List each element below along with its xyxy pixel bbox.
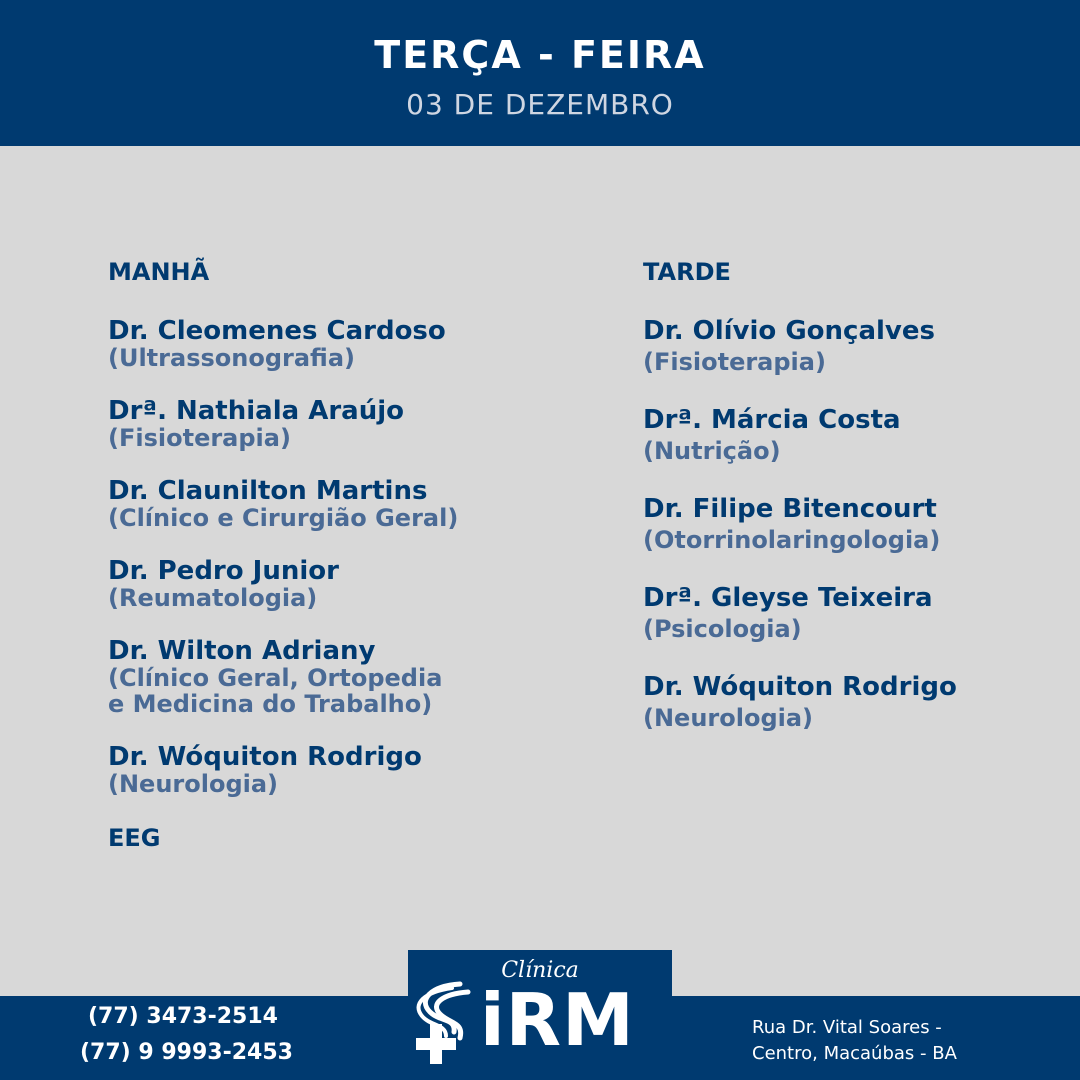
date-subtitle: 03 DE DEZEMBRO [406, 88, 674, 121]
doctor-specialty: (Psicologia) [643, 615, 802, 643]
doctor-name: Drª. Gleyse Teixeira [643, 583, 933, 613]
doctor-entry [108, 638, 578, 717]
doctor-name: Dr. Pedro Junior [108, 556, 339, 586]
doctor-entry [643, 496, 1063, 553]
doctor-name: Dr. Wóquiton Rodrigo [108, 742, 422, 772]
doctor-name: Dr. Claunilton Martins [108, 476, 428, 506]
doctor-name: Dr. Filipe Bitencourt [643, 494, 937, 524]
doctor-entry [643, 674, 1063, 731]
doctor-specialty: (Ultrassonografia) [108, 344, 355, 372]
address-line: Centro, Macaúbas - BA [752, 1043, 957, 1064]
doctor-name: Drª. Márcia Costa [643, 405, 901, 435]
doctor-specialty: (Clínico Geral, Ortopedia e Medicina do Trabalho) [108, 664, 443, 718]
doctor-entry [108, 318, 578, 371]
doctor-name: Dr. Wilton Adriany [108, 636, 376, 666]
doctor-entry [643, 318, 1063, 375]
afternoon-column [643, 258, 1063, 763]
doctor-name: Dr. Cleomenes Cardoso [108, 316, 446, 346]
page-title: TERÇA - FEIRA [374, 33, 706, 77]
doctor-name: Dr. Wóquiton Rodrigo [643, 672, 957, 702]
morning-title: MANHÃ [108, 258, 210, 286]
clinic-logo-icon [412, 978, 474, 1070]
doctor-entry [643, 585, 1063, 642]
address-line: Rua Dr. Vital Soares - [752, 1017, 942, 1038]
doctor-entry [643, 407, 1063, 464]
logo-irm-text: iRM [480, 978, 635, 1062]
doctor-specialty: (Fisioterapia) [108, 424, 291, 452]
doctor-specialty: (Otorrinolaringologia) [643, 526, 941, 554]
logo-clinic-label: Clínica [501, 958, 579, 983]
doctor-specialty: (Fisioterapia) [643, 348, 826, 376]
doctor-entry [108, 558, 578, 611]
address [752, 1015, 957, 1067]
afternoon-title: TARDE [643, 258, 731, 286]
doctor-specialty: (Neurologia) [108, 770, 279, 798]
doctor-entry [108, 744, 578, 797]
doctor-name: Dr. Olívio Gonçalves [643, 316, 935, 346]
doctor-entry [108, 398, 578, 451]
phone-number: (77) 9 9993-2453 [80, 1040, 293, 1065]
clinic-logo [408, 950, 672, 1080]
doctor-name: Drª. Nathiala Araújo [108, 396, 404, 426]
morning-column [108, 258, 578, 852]
eeg-label: EEG [108, 824, 161, 852]
doctor-entry [108, 478, 578, 531]
doctor-specialty: (Reumatologia) [108, 584, 318, 612]
doctor-specialty: (Neurologia) [643, 704, 814, 732]
header-banner [0, 0, 1080, 146]
doctor-specialty: (Nutrição) [643, 437, 781, 465]
doctor-specialty: (Clínico e Cirurgião Geral) [108, 504, 459, 532]
phone-number: (77) 3473-2514 [88, 1004, 278, 1029]
